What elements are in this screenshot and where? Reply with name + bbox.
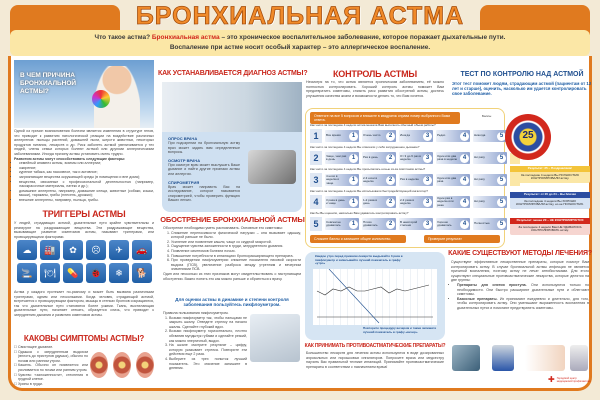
- option-score: 1: [349, 220, 358, 229]
- option-label: Ни разу: [474, 155, 485, 160]
- trigger-icon: 🚗: [132, 240, 152, 260]
- trigger-icon: ☁: [17, 240, 37, 260]
- option-score: 4: [460, 154, 469, 163]
- step2-bar: Сложите баллы и запишите общее количество.: [310, 235, 406, 243]
- test-row: [310, 129, 520, 143]
- test-option[interactable]: [473, 152, 507, 164]
- result-heading: Результат: 25 – Поздравляем!: [510, 166, 590, 172]
- logo-text: Городской центр медицинской профилактики: [556, 376, 591, 383]
- test-option[interactable]: [362, 196, 396, 208]
- test-option[interactable]: [399, 130, 433, 142]
- test-text: Этот тест поможет людям, страдающим астмой (пациентам от 12 лет и старше), оценить, насколько им удается контролировать свое заболевание.: [452, 81, 592, 97]
- option-label: Все время: [326, 133, 341, 138]
- test-question: Как часто за последние 4 недели Вы отмечали у себя затрудненное дыхание?: [310, 145, 420, 149]
- trigger-icon: 🏭: [40, 240, 60, 260]
- option-label: Один или два раза в неделю: [437, 153, 458, 161]
- woman-inhaler-photo: [525, 345, 565, 371]
- triggers-after: Астма у каждого протекает по-разному и может быть вызвана различными триггерами, одним или несколькими. Когда человек, страдающий астмой, встречается с провоцирующим фактором, мышцы в стенках бронхов сокращаются, так что дыхательные пути становятся более узкими. Ткань, выстилающая дыхательные пути, начинает отекать, образуется слизь, что приводит к затруднению дыхания и развитию симптомов астмы.: [14, 290, 154, 317]
- test-option[interactable]: [436, 130, 470, 142]
- triggers-heading: ТРИГГЕРЫ АСТМЫ: [42, 209, 126, 219]
- option-score: 4: [460, 132, 469, 141]
- list-item: 1. Возьми пикфлоуметр так, чтобы пальцами не закрыть шкалу. Отведите стрелку на начало шкалы. Сделайте глубокий вдох.: [169, 316, 247, 330]
- option-score: 3: [423, 220, 432, 229]
- option-score: 2: [386, 176, 395, 185]
- logo: [548, 375, 591, 384]
- test-question: Как часто за последние 4 недели Вы использовали быстродействующий ингалятор?: [310, 189, 428, 193]
- exacerbation-heading: ОБОСТРЕНИЕ БРОНХИАЛЬНОЙ АСТМЫ: [160, 215, 305, 224]
- question-number: 2: [310, 151, 322, 165]
- option-score: 1: [349, 132, 358, 141]
- option-score: 2: [386, 198, 395, 207]
- list-item: ☐ Одышка с затрудненным выдохом (вплоть до приступов удушья), обычно по ночам или ранним утром.: [18, 350, 88, 364]
- treatment-heading: КАКИЕ СУЩЕСТВУЮТ МЕТОДЫ ЛЕЧЕНИЯ?: [448, 250, 592, 257]
- treatment-item-title: Базисные препараты.: [457, 296, 498, 301]
- trigger-icon: 🐞: [86, 263, 106, 283]
- test-option[interactable]: [473, 196, 507, 208]
- option-label: 3 раза в день и чаще: [326, 197, 345, 205]
- list-item: 2. Возьми пикфлоуметр горизонтально, плотно обхватив мундштук губами и сделайте резкий, как можно энергичный, выдох.: [169, 329, 247, 343]
- option-score: 1: [349, 198, 358, 207]
- option-label: Очень часто: [363, 133, 381, 138]
- bronchi-illustration: [90, 352, 154, 378]
- list-item: ☐ Свистящее дыхание.: [18, 345, 88, 350]
- option-score: 3: [423, 132, 432, 141]
- trigger-icon: ❄: [109, 263, 129, 283]
- medicines-text: Большинство лекарств для лечения астмы используются в виде дозированных аэрозольных или порошковых ингаляторов. Попросите врача или медсестру научить Вас правильной технике ингаляций. Принимайте противоастматические препараты в соответствии с назначением врача!: [306, 351, 444, 369]
- intro-line2: Воспаление при астме носит особый характер – это аллергическое воспаление.: [169, 44, 431, 51]
- test-option[interactable]: [325, 174, 359, 186]
- peakflow-list: [163, 316, 247, 371]
- option-score: 3: [423, 154, 432, 163]
- treatment-item: [457, 283, 589, 297]
- option-label: Иногда: [400, 133, 410, 138]
- poster-title: БРОНХИАЛЬНАЯ АСТМА: [135, 2, 465, 30]
- treatment-item-title: Препараты для снятия приступа.: [457, 282, 527, 287]
- list-item: • внешние аллергены, например, пыльца, грибы.: [19, 198, 154, 203]
- bronchus-icon: [136, 352, 154, 378]
- test-option[interactable]: [325, 218, 359, 230]
- exacerbation-section: [163, 226, 301, 281]
- option-score: 3: [423, 176, 432, 185]
- diagnosis-step-title: ОПРОС ВРАЧА: [168, 136, 198, 141]
- score-label: Баллы: [482, 114, 492, 118]
- medicines-heading: КАК ПРИНИМАТЬ ПРОТИВОАСТМАТИЧЕСКИЕ ПРЕПАРАТЫ?: [304, 343, 446, 349]
- option-label: 1-2 раза в день: [363, 197, 377, 205]
- test-option[interactable]: [473, 130, 507, 142]
- result-text: За последние 4 недели Вам НЕ УДАВАЛОСЬ КОНТРОЛИРОВАТЬ астму.: [518, 224, 582, 233]
- diagnosis-step-title: СПИРОМЕТРИЯ: [168, 179, 200, 185]
- peakflow-heading: Для оценки астмы в динамике и степени контроля заболевания пользуйтесь пикфлоуметром.: [175, 297, 289, 308]
- exacerbation-list: [163, 231, 301, 272]
- test-option[interactable]: [436, 218, 470, 230]
- diagnosis-heading: КАК УСТАНАВЛИВАЕТСЯ ДИАГНОЗ АСТМЫ?: [158, 70, 308, 77]
- result-text: За последние 4 недели Вы ХОРОШО КОНТРОЛИРОВАЛИ астму, но не ПОЛНОСТЬЮ.: [515, 198, 585, 207]
- option-label: Один раз в неделю или реже: [437, 195, 454, 207]
- control-heading: КОНТРОЛЬ АСТМЫ: [333, 69, 417, 79]
- list-item: 4. Появление симптомов болезни ночью.: [171, 249, 301, 254]
- option-score: 1: [349, 154, 358, 163]
- list-item: ☐ Хрипы в груди.: [18, 382, 88, 387]
- test-option[interactable]: [399, 152, 433, 164]
- test-option[interactable]: [325, 130, 359, 142]
- exacerbation-note: Один или несколько из этих признаков могут свидетельствовать о наступающем обострении. Важно понять это как можно раньше и обратиться к врачу.: [163, 271, 301, 281]
- list-item: • домашние аллергены, например, домашние клещи, животные (собаки, кошки, мыши), тараканы, грибы (плесень, дрожжи);: [19, 189, 154, 198]
- test-option[interactable]: [362, 152, 396, 164]
- option-label: 4 ночи в неделю и чаще: [326, 173, 340, 185]
- test-heading: ТЕСТ ПО КОНТРОЛЮ НАД АСТМОЙ: [460, 71, 584, 78]
- test-option[interactable]: [473, 174, 507, 186]
- trigger-icon: ✿: [63, 240, 83, 260]
- test-question: Как бы Вы оценили, насколько Вам удавалось контролировать астму?: [310, 211, 409, 215]
- treatment-section: [451, 260, 589, 311]
- option-score: 4: [460, 176, 469, 185]
- control-text: Несмотря на то, что астма является хроническим заболеванием, её можно полностью контролировать. Хороший контроль астмы поможет Вам предотвратить симптомы, снизить риск развития обострений астмы, достичь улучшения качества жизни и возможности делать то, что Вам хочется.: [306, 80, 444, 98]
- treatment-item-text: Их принимают ежедневно и длительно, для того, чтобы контролировать астму. Они уменьшают выраженность воспаления в дыхательных путях и помогают предотвратить симптомы.: [457, 296, 590, 310]
- morning-line: [317, 285, 429, 295]
- medical-cross-icon: ✚: [548, 375, 555, 384]
- option-score: 5: [497, 198, 506, 207]
- test-row: [310, 151, 520, 165]
- list-item: 5. Повышение потребности в ингаляциях бронхорасширяющего препарата.: [171, 254, 301, 259]
- nebulizer-image: [570, 345, 588, 371]
- question-number: 1: [310, 129, 322, 143]
- list-item: • загрязняющие вещества окружающей среды (в помещении и вне дома);: [19, 175, 154, 180]
- option-score: 4: [460, 198, 469, 207]
- option-label: Раз в день: [363, 155, 378, 160]
- symptoms-heading: КАКОВЫ СИМПТОМЫ АСТМЫ?: [23, 334, 145, 343]
- list-item: • курение табака, как пассивное, так и активное;: [19, 170, 154, 175]
- list-item: 3. На шкале смотрите результат – цифру, которую указывает стрелка. Повторите эти действия еще 2 раза.: [169, 343, 247, 357]
- asthma-control-test: [305, 108, 505, 248]
- chart-lines: [313, 269, 437, 325]
- triggers-text: У людей, страдающих астмой, дыхательные пути крайне чувствительны и реагируют на раздражающие вещества. Эти раздражающие вещества, вызывающие развитие симптомов астмы, называют триггерами, или провоцирующими факторами.: [14, 221, 154, 239]
- option-label: Один или два раза: [437, 175, 457, 183]
- factors-title: Развитию астмы могут способствовать следующие факторы:: [14, 156, 126, 161]
- result-heading: Результат: менее 20 – НЕ КОНТРОЛИРУЕТСЯ: [510, 218, 590, 224]
- option-label: Ни разу: [474, 177, 485, 182]
- chart-note-top: Каждое утро перед приемом лекарств выдыхайте 3 раза в пикфлоуметр и записывайте лучший показатель в графу «утро»: [315, 254, 403, 266]
- option-score: 3: [423, 198, 432, 207]
- step3-bar: Проверьте результат: [424, 235, 500, 243]
- bronchus-icon: [113, 352, 131, 378]
- trigger-icon: 🍽: [40, 263, 60, 283]
- cause-heading: В ЧЕМ ПРИЧИНА БРОНХИАЛЬНОЙ АСТМЫ?: [20, 72, 77, 95]
- intro-term: Бронхиальная астма: [151, 34, 220, 41]
- option-score: 2: [386, 154, 395, 163]
- list-item: • семейный анамнез астмы, экземы или аллергии;: [19, 161, 154, 166]
- trigger-icon: ☹: [86, 240, 106, 260]
- option-score: 5: [497, 132, 506, 141]
- test-question: Как часто за последние 4 недели Вы просыпались ночью из-за симптомов астмы?: [310, 167, 426, 171]
- option-label: Никогда: [474, 133, 486, 138]
- pointer-line: [329, 269, 379, 323]
- test-option[interactable]: [436, 152, 470, 164]
- option-score: 1: [349, 176, 358, 185]
- list-item: 2. Усиление или появление кашля, чаще со скудной мокротой.: [171, 240, 301, 245]
- pinwheel-icon: [92, 90, 110, 108]
- trigger-icon: 🐕: [132, 263, 152, 283]
- option-score: 5: [497, 220, 506, 229]
- result-box: [510, 166, 590, 183]
- target-score-icon: [505, 114, 551, 160]
- list-item: 3. Ощущение чувства заложенности в груди, затрудненного дыхания.: [171, 244, 301, 249]
- test-row: [310, 195, 520, 209]
- test-option[interactable]: [362, 174, 396, 186]
- cause-text: Одной из причин возникновения болезни является изменения в структуре генов, что приводит к развитию патологической реакции на воздействие различных аллергенов: пыльцы растений, домашней пыли, шерсти животных, некоторых продуктов питания, лекарств и др. Риск заболеть астмой увеличивается у тех людей, члены семьи которых болеют астмой или другими аллергическими заболеваниями. Иногда причину астмы установить очень трудно.: [14, 129, 154, 156]
- doctor-photo: [162, 82, 302, 132]
- test-option[interactable]: [399, 196, 433, 208]
- diagnosis-step-text: При подозрении на бронхиальную астму врач может задать вам определенные вопросы.: [168, 141, 240, 155]
- list-item: • ожирение;: [19, 166, 154, 171]
- question-number: 3: [310, 173, 322, 187]
- intro-band: [10, 30, 590, 56]
- diagnosis-step-title: ОСМОТР ВРАЧА: [168, 157, 201, 163]
- option-label: Хорошо удавалось: [437, 219, 452, 227]
- cause-section: [14, 129, 154, 203]
- treatment-item: [457, 297, 589, 311]
- option-label: Ни разу: [474, 199, 485, 204]
- option-label: От 3 до 6 раз в неделю: [400, 153, 421, 161]
- test-option[interactable]: [362, 218, 396, 230]
- peakflow-chart: [305, 252, 445, 340]
- option-score: 2: [386, 132, 395, 141]
- step1-bar: Ответьте на все 5 вопросов и впишите в квадратик справа номер выбранного Вами ответа.: [310, 112, 460, 124]
- option-label: Плохо удавалось: [363, 219, 378, 227]
- option-label: Редко: [437, 133, 446, 138]
- option-score: 5: [497, 176, 506, 185]
- factors-list: [14, 161, 154, 202]
- result-box: [510, 218, 590, 235]
- test-option[interactable]: [473, 218, 507, 230]
- intro-line1: – это хроническое воспалительное заболевание, которое поражает дыхательные пути.: [221, 34, 506, 41]
- test-option[interactable]: [436, 196, 470, 208]
- option-score: 2: [386, 220, 395, 229]
- test-option[interactable]: [325, 196, 359, 208]
- option-label: Совсем не удавалось: [326, 219, 341, 227]
- treatment-text: Существуют эффективные лекарственные препараты, которые помогут Вам контролировать астму. В случае бронхиальной астмы инфекция не является причиной воспаления, поэтому астму не лечат антибиотиками. Для этого существуют специальные противоастматические лекарства, которые делятся на две группы:: [451, 260, 589, 283]
- spacer-image: [492, 345, 514, 371]
- test-option[interactable]: [362, 130, 396, 142]
- list-item: ☐ Кашель. Обычно он появляется или усиливается по ночам или ранним утром.: [18, 363, 88, 372]
- option-score: 4: [460, 220, 469, 229]
- result-heading: Результат: от 20 до 24 – Вы близки: [510, 192, 590, 198]
- test-option[interactable]: [399, 174, 433, 186]
- symptoms-list: [18, 345, 88, 386]
- treatment-item-text: Они используются только по необходимости. Они быстро расширяют дыхательные пути и облегчают симптомы.: [457, 282, 589, 297]
- test-row: [310, 217, 520, 231]
- peakflow-meter-image: [250, 314, 300, 362]
- bronchus-icon: [90, 352, 108, 378]
- option-label: Раз в неделю: [400, 177, 419, 182]
- result-box: [510, 192, 590, 209]
- option-label: 2-3 ночи в неделю: [363, 175, 378, 183]
- result-text: За последние 4 недели Вы ПОЛНОСТЬЮ КОНТРОЛИРОВАЛИ астму.: [520, 172, 580, 181]
- question-number: 5: [310, 217, 322, 231]
- list-item: 4. Выберите из трех попыток лучший показатель. Это значение запишите в дневник.: [169, 357, 247, 371]
- option-label: В некоторой степени: [400, 219, 418, 227]
- test-option[interactable]: [399, 218, 433, 230]
- list-item: ☐ Чувство «заложенности», стеснения в грудной клетке.: [18, 373, 88, 382]
- list-item: 6. При проведении пикфлоуметрии снижение показателя пиковой скорости выдоха (ПСВ), увеличение разброса между утренним и вечерним значениями ПСВ.: [171, 258, 301, 272]
- list-item: 1. Снижение переносимости физической нагрузки – она вызывает одышку, которой раньше не было.: [171, 231, 301, 240]
- option-label: 2-3 раза в неделю: [400, 197, 414, 205]
- inhaler-image: [452, 345, 480, 371]
- diagnosis-step-text: При осмотре врач может выслушать Ваше дыхание и найти другие признаки астмы или аллергии.: [168, 162, 240, 176]
- peakflow-rules-title: Правила пользования пикфлоуметром.: [163, 311, 229, 315]
- diagnosis-step-text: Врач может направить Вас на исследование, которое называется спирометрией, чтобы проверить функцию Ваших легких.: [168, 184, 240, 203]
- trigger-icon: 💊: [63, 263, 83, 283]
- trigger-icons: [17, 240, 152, 283]
- option-score: 5: [497, 154, 506, 163]
- option-label: Чаще, чем раз в день: [326, 153, 347, 161]
- treatment-list: [451, 283, 589, 311]
- target-score: 25: [522, 130, 534, 141]
- trigger-icon: 🚬: [17, 263, 37, 283]
- peakflow-rules: [163, 311, 247, 371]
- option-label: Полностью: [474, 221, 490, 226]
- question-number: 4: [310, 195, 322, 209]
- chart-note-bottom: Повторите процедуру вечером и также запишите лучший показатель в графу «вечер»: [363, 326, 437, 334]
- test-option[interactable]: [325, 152, 359, 164]
- exacerbation-intro: Обострение необходимо уметь распознавать. Основные его симптомы:: [163, 226, 283, 230]
- child-photo: [14, 60, 154, 128]
- test-row: [310, 173, 520, 187]
- list-item: • вещества, связанные с профессиональной деятельностью (например, лакокрасочные материалы, латекс и др.);: [19, 180, 154, 189]
- intro-question: Что такое астма?: [94, 34, 151, 41]
- trigger-icon: ✈: [109, 240, 129, 260]
- spirometer-image: [248, 150, 296, 184]
- test-option[interactable]: [436, 174, 470, 186]
- test-question: Как часто за последние 4 недели астма мешала Вам выполнять обычный объем работы?: [310, 123, 436, 127]
